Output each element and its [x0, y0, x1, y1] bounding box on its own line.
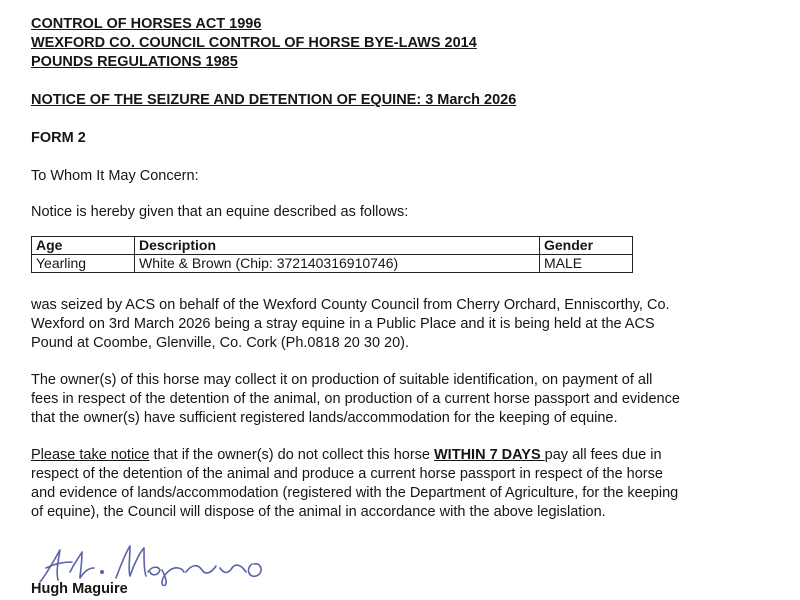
table-header-row: [32, 237, 633, 255]
col-header-age: Age: [32, 237, 135, 255]
cell-age: Yearling: [32, 255, 135, 273]
seizure-paragraph: [31, 296, 670, 353]
intro-text: Notice is hereby given that an equine described as follows:: [31, 204, 409, 220]
salutation: To Whom It May Concern:: [31, 168, 199, 184]
act-heading-2: WEXFORD CO. COUNCIL CONTROL OF HORSE BYE-LAWS 2014: [31, 35, 477, 51]
text-line: and evidence of lands/accommodation (registered with the Department of Agriculture, for the keeping: [31, 485, 679, 501]
text-line: The owner(s) of this horse may collect it on production of suitable identification, on payment of all: [31, 372, 653, 388]
handwritten-signature: [36, 542, 286, 586]
table-row: [32, 255, 633, 273]
text-line: of equine), the Council will dispose of the animal in accordance with the above legislation.: [31, 504, 606, 520]
cell-description: White & Brown (Chip: 372140316910746): [135, 255, 540, 273]
deadline-emphasis: WITHIN 7 DAYS: [434, 447, 545, 463]
col-header-description: Description: [135, 237, 540, 255]
text-line: respect of the detention of the animal and produce a current horse passport in respect of the horse: [31, 466, 663, 482]
cell-gender: MALE: [540, 255, 633, 273]
text-line: was seized by ACS on behalf of the Wexford County Council from Cherry Orchard, Enniscorthy, Co.: [31, 297, 670, 313]
equine-table: [31, 236, 633, 273]
notice-title: NOTICE OF THE SEIZURE AND DETENTION OF EQUINE: 3 March 2026: [31, 92, 517, 108]
form-label: FORM 2: [31, 130, 86, 146]
lead-rest: that if the owner(s) do not collect this horse: [149, 447, 434, 463]
disposal-paragraph: [31, 446, 678, 522]
text-line: Pound at Coombe, Glenville, Co. Cork (Ph.0818 20 30 20).: [31, 335, 410, 351]
col-header-gender: Gender: [540, 237, 633, 255]
act-heading-3: POUNDS REGULATIONS 1985: [31, 54, 238, 70]
signatory-name: Hugh Maguire: [31, 581, 128, 597]
text-line: [31, 446, 678, 465]
text-line: that the owner(s) have sufficient registered lands/accommodation for the keeping of equine.: [31, 410, 618, 426]
act-heading-1: CONTROL OF HORSES ACT 1996: [31, 16, 262, 32]
first-line-tail: pay all fees due in: [544, 447, 662, 463]
text-line: fees in respect of the detention of the animal, on production of a current horse passport and evidence: [31, 391, 680, 407]
collection-paragraph: [31, 371, 680, 428]
take-notice-lead: Please take notice: [31, 447, 150, 463]
text-line: Wexford on 3rd March 2026 being a stray equine in a Public Place and it is being held at the ACS: [31, 316, 655, 332]
